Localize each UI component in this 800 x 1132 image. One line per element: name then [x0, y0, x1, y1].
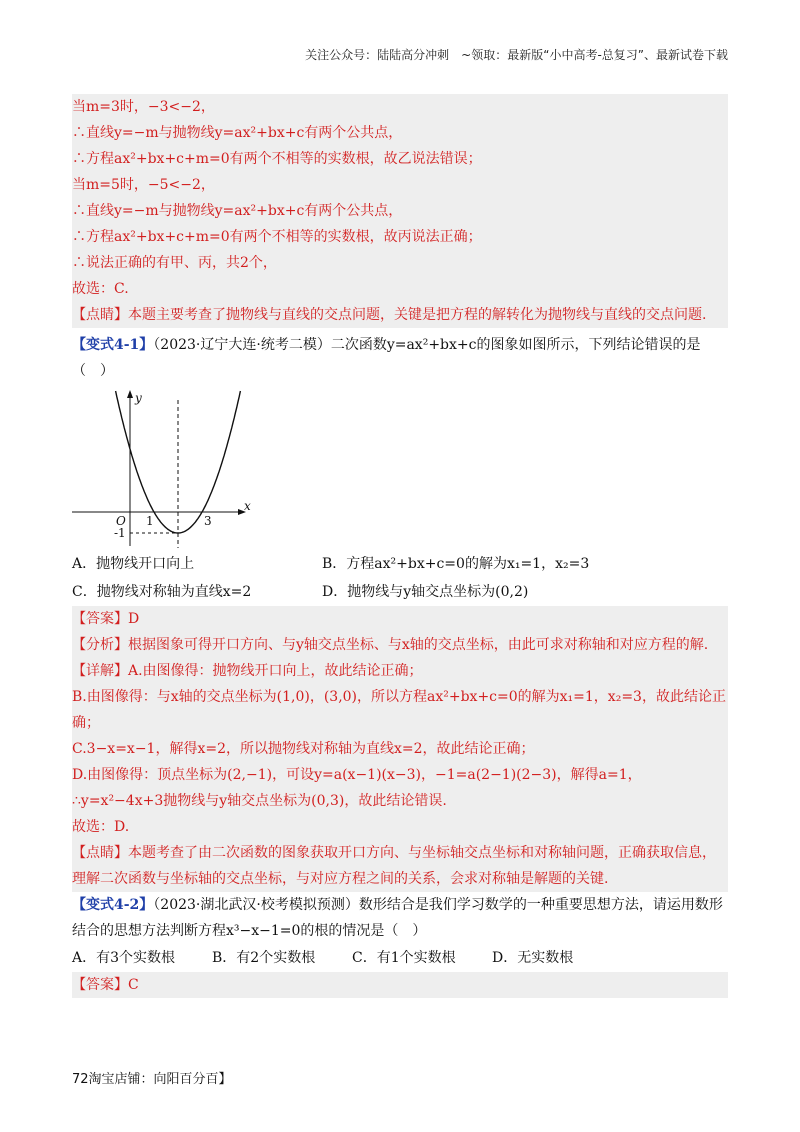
- solution-line: ∴说法正确的有甲、丙，共2个，: [72, 255, 277, 271]
- solution-line: ∴直线y=−m与抛物线y=ax²+bx+c有两个公共点，: [72, 125, 403, 141]
- solution-line: 故选：C.: [72, 281, 129, 297]
- origin-label: O: [116, 514, 126, 528]
- parabola-graph: [72, 390, 272, 550]
- question-tag: 【变式4-1】: [72, 337, 154, 353]
- analysis-line: 【分析】根据图象可得开口方向、与y轴交点坐标、与x轴的交点坐标，由此可求对称轴和对应方程的解.: [72, 637, 709, 653]
- options-row: [72, 944, 728, 972]
- key-point-line: 【点睛】本题主要考查了抛物线与直线的交点问题，关键是把方程的解转化为抛物线与直线的交点问题.: [72, 307, 707, 323]
- option-c: C．有1个实数根: [352, 950, 456, 966]
- solution-line: 当m=3时，−3<−2，: [72, 99, 215, 115]
- page-header: 关注公众号：陆陆高分冲刺 ~领取：最新版“小中高考-总复习”、最新试卷下载: [305, 48, 728, 62]
- answer-line: 【答案】D: [72, 611, 140, 627]
- tick-label-3: 3: [204, 514, 212, 528]
- option-b: B．方程ax²+bx+c=0的解为x₁=1，x₂=3: [322, 556, 590, 572]
- solution-line: ∴方程ax²+bx+c+m=0有两个不相等的实数根，故乙说法错误；: [72, 151, 482, 167]
- x-axis-label: x: [244, 499, 251, 513]
- page-content: [72, 94, 728, 998]
- answer-line: 【答案】C: [72, 977, 139, 993]
- detail-line: D.由图像得：顶点坐标为(2,−1)，可设y=a(x−1)(x−3)，−1=a(2−1)(2−3)，解得a=1，: [72, 767, 642, 783]
- option-a: A．抛物线开口向上: [72, 556, 195, 572]
- option-d: D．抛物线与y轴交点坐标为(0,2): [322, 584, 529, 600]
- tick-label-neg1: -1: [114, 526, 126, 540]
- previous-solution-block: [72, 94, 728, 328]
- options-row-2: [72, 578, 728, 606]
- answer-blank: （ ）: [72, 363, 114, 379]
- detail-line: B.由图像得：与x轴的交点坐标为(1,0)，(3,0)，所以方程ax²+bx+c=0的解为x₁=1，x₂=3，故此结论正确；: [72, 689, 726, 731]
- option-a: A．有3个实数根: [72, 950, 176, 966]
- solution-line: ∴直线y=−m与抛物线y=ax²+bx+c有两个公共点，: [72, 203, 403, 219]
- option-d: D．无实数根: [492, 950, 574, 966]
- detail-line: ∴y=x²−4x+3抛物线与y轴交点坐标为(0,3)，故此结论错误.: [72, 793, 447, 809]
- question-4-1-stem: [72, 332, 728, 358]
- question-text: （2023·湖北武汉·校考模拟预测）数形结合是我们学习数学的一种重要思想方法，请运用数形结合的思想方法判断方程x³−x−1=0的根的情况是（ ）: [72, 897, 723, 939]
- detail-line: C.3−x=x−1，解得x=2，所以抛物线对称轴为直线x=2，故此结论正确；: [72, 741, 535, 757]
- detail-line: 故选：D.: [72, 819, 130, 835]
- tick-label-1: 1: [146, 514, 154, 528]
- question-4-1-solution: [72, 606, 728, 892]
- solution-line: ∴方程ax²+bx+c+m=0有两个不相等的实数根，故丙说法正确；: [72, 229, 482, 245]
- parabola-figure: [72, 390, 728, 550]
- option-c: C．抛物线对称轴为直线x=2: [72, 584, 252, 600]
- page-footer: 72淘宝店铺：向阳百分百】: [72, 1072, 232, 1087]
- question-4-2-stem: [72, 892, 728, 944]
- question-4-2-solution: [72, 972, 728, 998]
- option-b: B．有2个实数根: [212, 950, 316, 966]
- question-text: （2023·辽宁大连·统考二模）二次函数y=ax²+bx+c的图象如图所示，下列结论错误的是: [153, 337, 701, 353]
- solution-line: 当m=5时，−5<−2，: [72, 177, 215, 193]
- y-axis-label: y: [135, 391, 142, 405]
- question-tag: 【变式4-2】: [72, 897, 154, 913]
- detail-line: 【详解】A.由图像得：抛物线开口向上，故此结论正确；: [72, 663, 423, 679]
- y-axis-arrow: [127, 390, 133, 398]
- key-point-line: 【点睛】本题考查了由二次函数的图象获取开口方向、与坐标轴交点坐标和对称轴问题，正确获取信息，理解二次函数与坐标轴的交点坐标，与对应方程之间的关系，会求对称轴是解题的关键.: [72, 845, 716, 887]
- options-row-1: [72, 550, 728, 578]
